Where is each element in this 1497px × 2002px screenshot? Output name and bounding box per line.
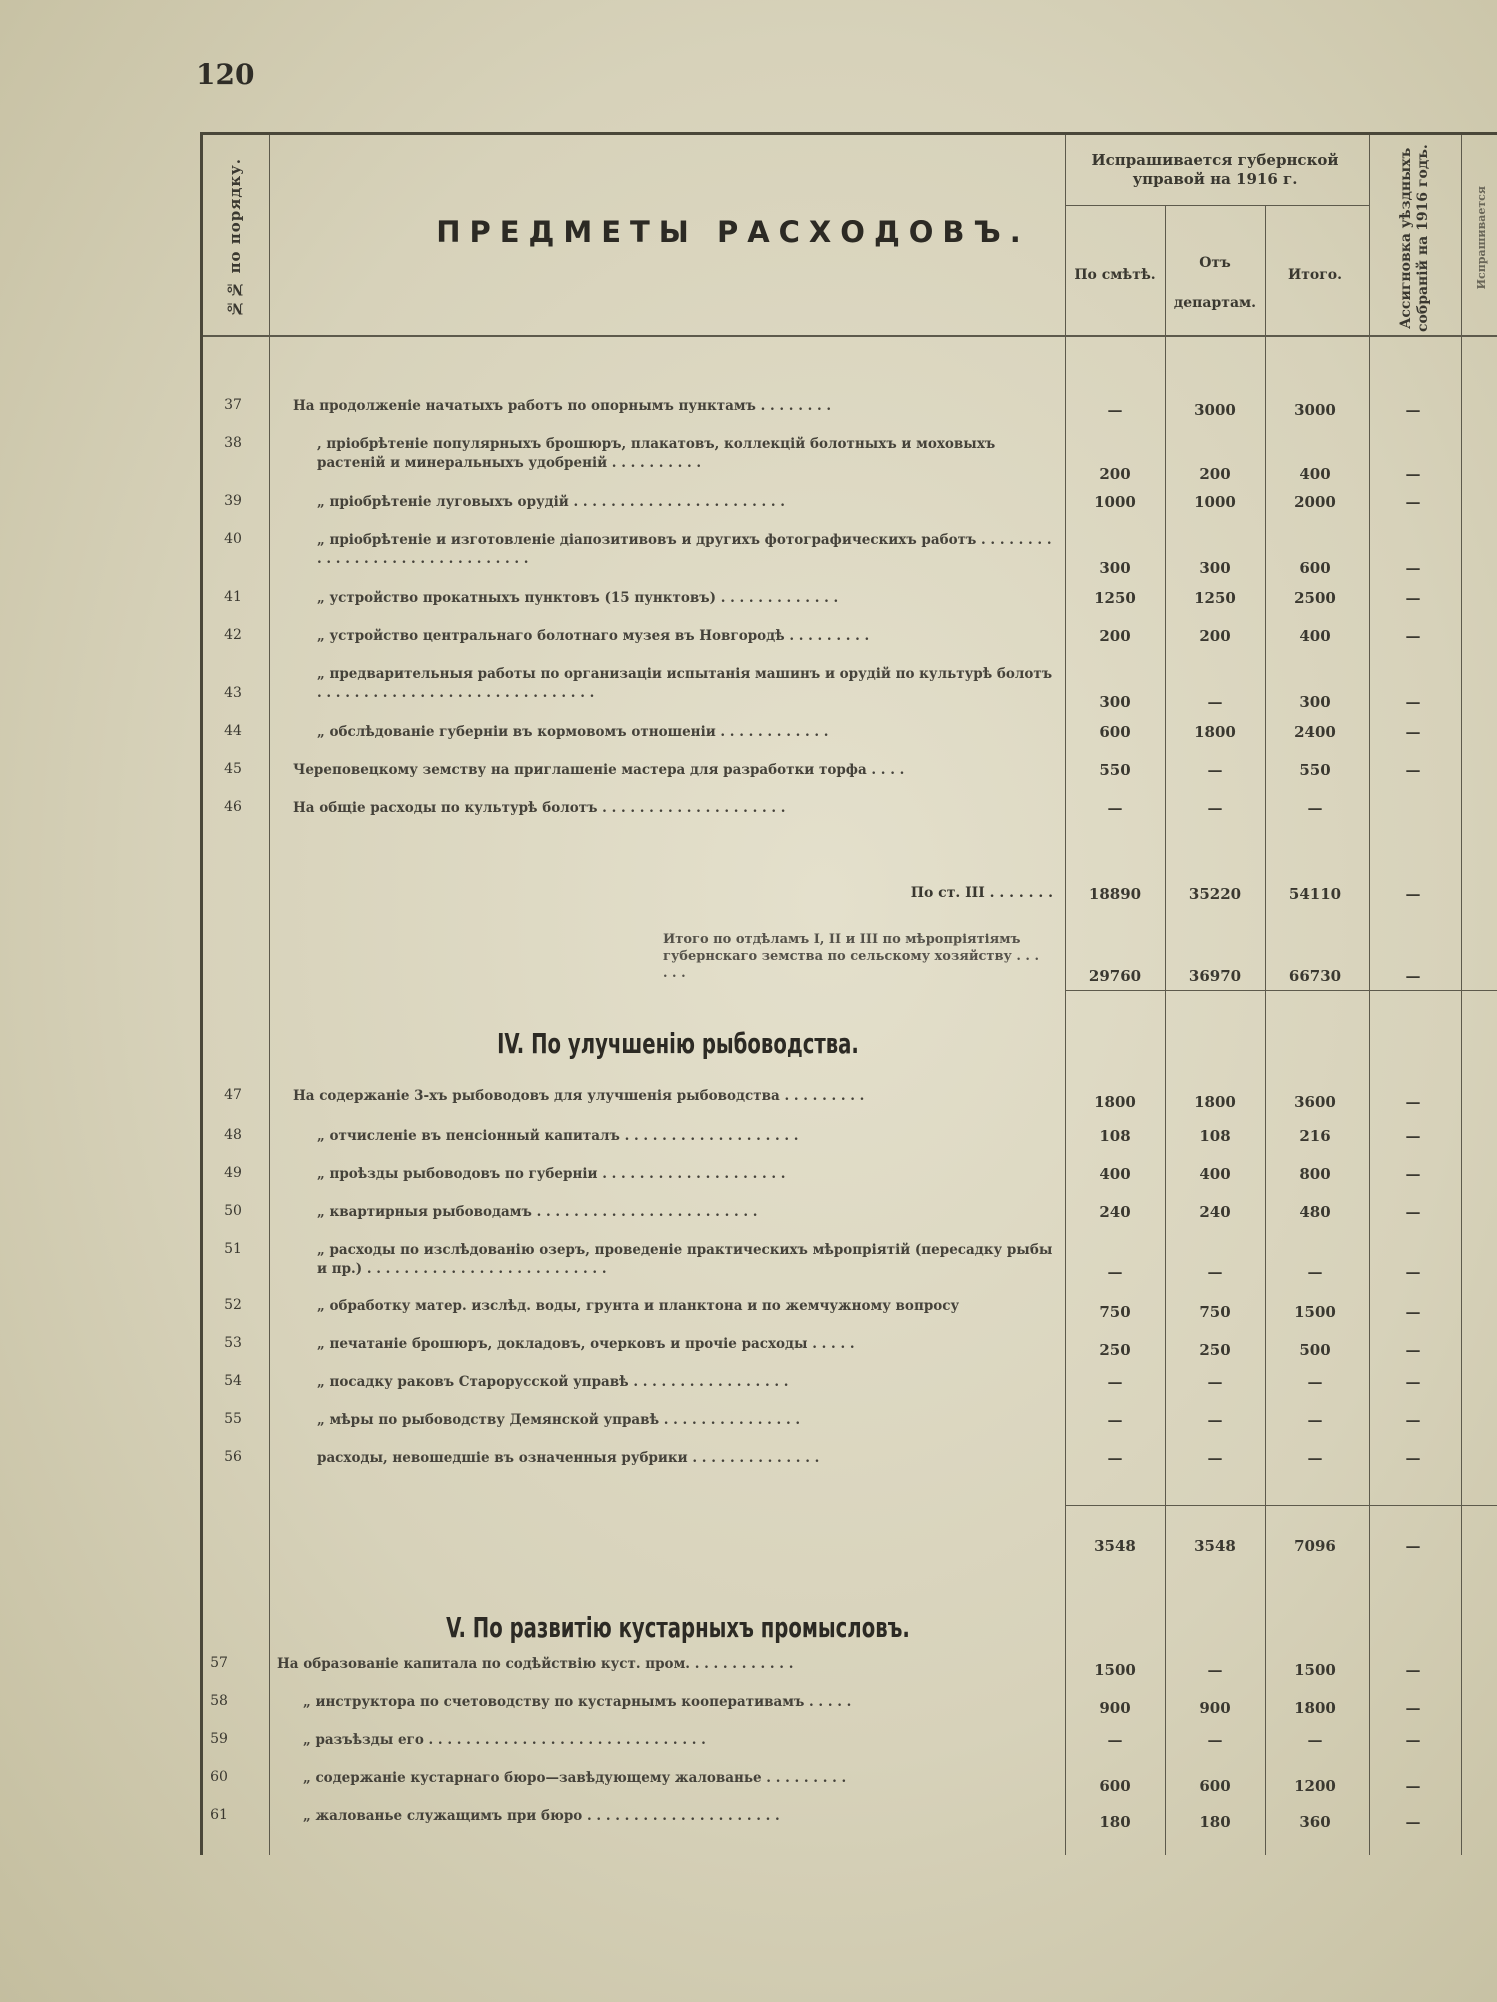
header-department: Отъ департам. <box>1173 255 1257 311</box>
rule-estimate-col <box>1065 135 1066 1855</box>
rule-edge-col <box>1461 135 1462 1855</box>
header-total: Итого. <box>1287 267 1343 283</box>
rule-subtotal-s3 <box>1065 990 1497 991</box>
rule-assignment-col <box>1369 135 1370 1855</box>
rule-total-col <box>1265 205 1266 1855</box>
rule-subtotal-s4 <box>1065 1505 1497 1506</box>
rule-department-col <box>1165 205 1166 1855</box>
header-edge: Испрашивается <box>1474 186 1488 290</box>
rule-number-col <box>269 135 270 1855</box>
header-requested: Испрашивается губернской управой на 1916 г. <box>1091 151 1339 188</box>
rule-header-bottom <box>203 335 1497 337</box>
header-estimate: По смѣтѣ. <box>1074 267 1156 283</box>
section-heading-fish-farming: IV. По улучшенію рыбоводства. <box>497 1027 859 1060</box>
section-heading-handicrafts: V. По развитію кустарныхъ промысловъ. <box>446 1611 910 1644</box>
header-assignment: Ассигновка уѣздныхъ собраній на 1916 годъ. <box>1398 144 1431 332</box>
rule-header-split <box>1065 205 1369 206</box>
header-number-col: №№ по порядку. <box>226 158 244 318</box>
table-title: ПРЕДМЕТЫ РАСХОДОВЪ. <box>436 215 1030 249</box>
expense-table: №№ по порядку. ПРЕДМЕТЫ РАСХОДОВЪ. Испрашивается губернской управой на 1916 г. По смѣтѣ. Отъ департам. Итого. Ассигновка уѣздныхъ собраній на 1916 годъ. Испрашивается 37 На продолженіе начатыхъ работъ по опорнымъ пунктамъ . . . . . . . . — 3000 3000 — 38 , пріобрѣтеніе популярныхъ брошюръ, плакатовъ, коллекцій болотныхъ и моховыхъ растеній и минеральныхъ удобреній . . . . . . . . . . 200 200 400 — 39 „ пріобрѣтеніе луговыхъ орудій . . . . . . . . . . . . . . . . . . . . . . . 1000 1000 2000 — 40 „ пріобрѣтеніе и изготовленіе діапозитивовъ и другихъ фотографическихъ работъ . . . . . . . . . . . . . . . . . . . . . . . . . . . . . . . 300 300 600 — 41 „ устройство прокатныхъ пунктовъ (15 пунктовъ) . . . . . . . . . . . . . 1250 1250 2500 — 42 „ устройство центральнаго болотнаго музея въ Новгородѣ . . . . . . . . . 200 200 400 — 43 „ предварительныя работы по организаціи испытанія машинъ и орудій по культурѣ болотъ . . . . . . . . . . . . . . . . . . . . . . . . . . . . . . 300 — 300 — 44 „ обслѣдованіе губерніи въ кормовомъ отношеніи . . . . . . . . . . . . 600 1800 2400 — 45 Череповецкому земству на приглашеніе мастера для разработки торфа . . . . 550 — 550 — 46 На общіе расходы по культурѣ болотъ . . . . . . . . . . . . . . . . . . . . — — — По ст. III . . . . . . . 18890 35220 54110 — Итого по отдѣламъ I, II и III по мѣропріятіямъ губернскаго земства по сельскому хозяйству . . . . . . 29760 36970 66730 — IV. По улучшенію рыбоводства. 47 На содержаніе 3-хъ рыбоводовъ для улучшенія рыбоводства . . . . . . . . . 1800 1800 3600 — 48 „ отчисленіе въ пенсіонный капиталъ . . . . . . . . . . . . . . . . . . . 108 108 216 — 49 „ проѣзды рыбоводовъ по губерніи . . . . . . . . . . . . . . . . . . . . 400 400 800 — 50 „ квартирныя рыбоводамъ . . . . . . . . . . . . . . . . . . . . . . . . 240 240 480 — 51 „ расходы по изслѣдованію озеръ, проведеніе практическихъ мѣропріятій (пересадку рыбы и пр.) . . . . . . . . . . . . . . . . . . . . . . . . . . — — — — 52 „ обработку матер. изслѣд. воды, грунта и планктона и по жемчужному вопросу 750 750 1500 — 53 „ печатаніе брошюръ, докладовъ, очерковъ и прочіе расходы . . . . . 250 250 500 — 54 „ посадку раковъ Старорусской управѣ . . . . . . . . . . . . . . . . . — — — — 55 „ мѣры по рыбоводству Демянской управѣ . . . . . . . . . . . . . . . — — — — 56 расходы, невошедшіе въ означенныя рубрики . . . . . . . . . . . . . . — — — — 3548 3548 7096 — V. По развитію кустарныхъ промысловъ. 57 На образованіе капитала по содѣйствію куст. пром. . . . . . . . . . . . 1500 — 1500 — 58 „ инструктора по счетоводству по кустарнымъ кооперативамъ . . . . . 900 900 1800 — 59 „ разъѣзды его . . . . . . . . . . . . . . . . . . . . . . . . . . . . . . — — — — 60 „ содержаніе кустарнаго бюро—завѣдующему жалованье . . . . . . . . . 600 600 1200 — 61 „ жалованье служащимъ при бюро . . . . . . . . . . . . . . . . . . . . . 180 180 360 — <box>200 132 1497 1855</box>
page-number: 120 <box>196 58 255 91</box>
